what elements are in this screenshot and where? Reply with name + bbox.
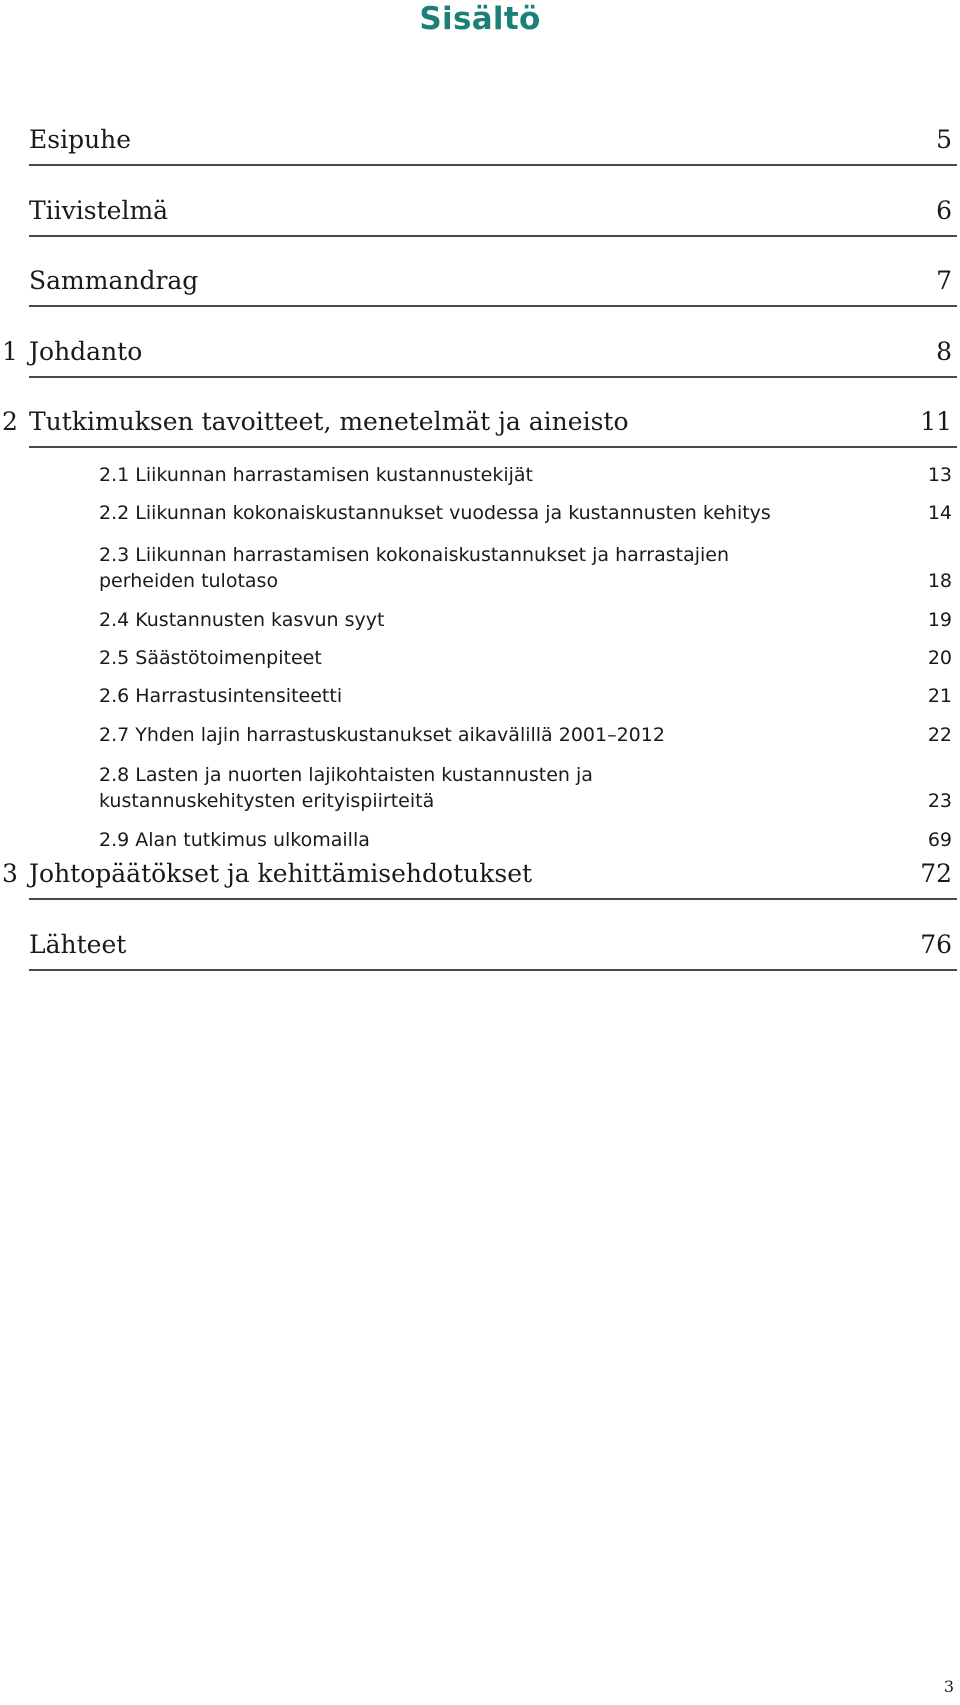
toc-subentry-label: 2.3 Liikunnan harrastamisen kokonaiskustannukset ja harrastajien perheiden tulotaso [99,544,730,592]
toc-entry-tiivistelma[interactable] [0,193,960,237]
toc-entry-tutkimuksen-tavoitteet[interactable] [0,404,960,448]
toc-entry-page: 8 [936,337,952,366]
toc-rule [29,235,957,237]
toc-subentry-page: 69 [927,829,952,851]
toc-subentry-2-2[interactable] [99,500,952,526]
toc-subentry-label: 2.8 Lasten ja nuorten lajikohtaisten kustannusten ja kustannuskehitysten erityispiirteitä [99,764,593,812]
toc-rule [29,376,957,378]
toc-subentry-page: 19 [927,609,952,631]
toc-subentry-page: 23 [927,790,952,812]
toc-entry-label: Tiivistelmä [29,196,169,225]
toc-subentry-page: 21 [927,685,952,707]
toc-rule [29,446,957,448]
toc-subentry-2-9[interactable] [99,827,952,853]
toc-entry-label: Johdanto [29,337,143,366]
toc-entry-page: 72 [920,859,952,888]
toc-entry-number: 1 [2,337,18,366]
toc-subentry-2-8[interactable] [99,762,952,814]
toc-rule [29,305,957,307]
toc-subentry-label: 2.9 Alan tutkimus ulkomailla [99,829,370,851]
toc-subentry-2-6[interactable] [99,683,952,709]
toc-subentry-label: 2.1 Liikunnan harrastamisen kustannustekijät [99,464,534,486]
toc-entry-label: Esipuhe [29,125,132,154]
page-title: Sisältö [419,1,541,37]
toc-entry-label: Lähteet [29,930,127,959]
toc-subentry-label: 2.5 Säästötoimenpiteet [99,647,322,669]
toc-subentry-2-1[interactable] [99,462,952,488]
toc-subentry-label: 2.4 Kustannusten kasvun syyt [99,609,385,631]
toc-entry-page: 6 [936,196,952,225]
toc-subentry-label: 2.6 Harrastusintensiteetti [99,685,343,707]
toc-subentry-page: 13 [927,464,952,486]
toc-entry-number: 2 [2,407,18,436]
toc-entry-sammandrag[interactable] [0,263,960,307]
toc-entry-johtopaatokset[interactable] [0,856,960,900]
toc-subentry-page: 18 [927,570,952,592]
toc-rule [29,164,957,166]
toc-subentry-page: 22 [927,724,952,746]
toc-entry-page: 5 [936,125,952,154]
toc-subentry-label: 2.7 Yhden lajin harrastuskustanukset aikavälillä 2001–2012 [99,724,665,746]
toc-subentry-2-4[interactable] [99,607,952,633]
toc-subentry-2-5[interactable] [99,645,952,671]
toc-entry-johdanto[interactable] [0,334,960,378]
toc-entry-lahteet[interactable] [0,927,960,971]
toc-subentry-page: 20 [927,647,952,669]
toc-subentry-2-7[interactable] [99,722,952,748]
toc-entry-number: 3 [2,859,18,888]
toc-entry-label: Johtopäätökset ja kehittämisehdotukset [29,859,533,888]
page-number: 3 [943,1677,954,1696]
toc-entry-label: Sammandrag [29,266,199,295]
toc-entry-page: 11 [920,407,952,436]
toc-entry-page: 7 [936,266,952,295]
toc-rule [29,898,957,900]
toc-entry-esipuhe[interactable] [0,122,960,166]
toc-rule [29,969,957,971]
toc-entry-page: 76 [920,930,952,959]
toc-subentry-page: 14 [927,502,952,524]
toc-entry-label: Tutkimuksen tavoitteet, menetelmät ja aineisto [29,407,629,436]
toc-subentry-label: 2.2 Liikunnan kokonaiskustannukset vuodessa ja kustannusten kehitys [99,502,771,524]
toc-subentry-2-3[interactable] [99,542,952,594]
